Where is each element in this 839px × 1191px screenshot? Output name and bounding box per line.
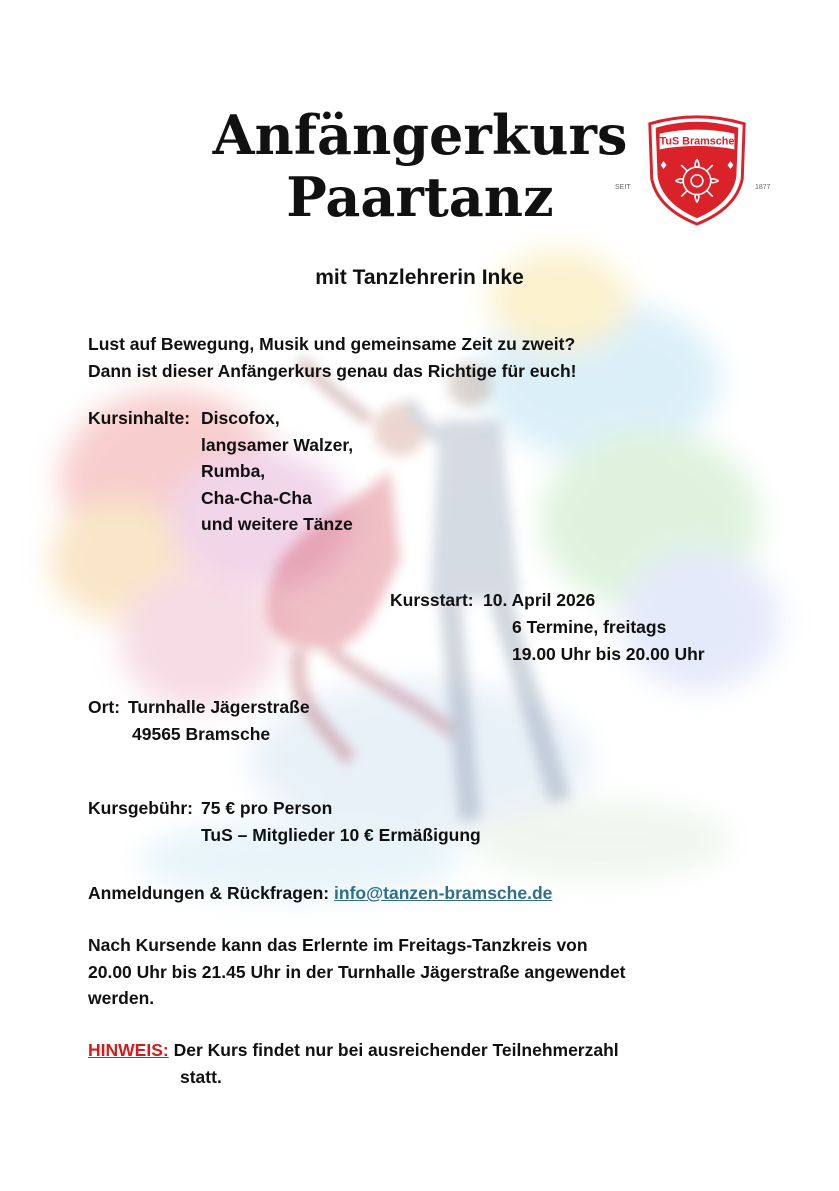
intro-line-2: Dann ist dieser Anfängerkurs genau das Richtige für euch!	[88, 360, 577, 381]
logo-text: TuS Bramsche	[659, 135, 735, 148]
page-title	[190, 104, 650, 228]
title-line-2: Paartanz	[286, 165, 554, 229]
contents-label: Kursinhalte:	[88, 408, 191, 428]
fee-discount: TuS – Mitglieder 10 € Ermäßigung	[201, 825, 481, 845]
after-course-text	[88, 932, 626, 1012]
subtitle: mit Tanzlehrerin Inke	[315, 266, 524, 289]
club-logo	[638, 110, 756, 228]
intro-text	[88, 331, 576, 384]
contents-item: und weitere Tänze	[201, 514, 353, 534]
note-line-1	[88, 1037, 619, 1064]
fee-label: Kursgebühr:	[88, 798, 193, 818]
after-line-1: Nach Kursende kann das Erlernte im Freitags-Tanzkreis von	[88, 935, 588, 955]
contents-item: langsamer Walzer,	[201, 434, 354, 455]
note-label: HINWEIS:	[88, 1040, 169, 1060]
start-sessions: 6 Termine, freitags	[512, 617, 667, 637]
email-link[interactable]: info@tanzen-bramsche.de	[334, 883, 553, 903]
after-line-2: 20.00 Uhr bis 21.45 Uhr in der Turnhalle Jägerstraße angewendet	[88, 961, 626, 982]
logo-seit-label: SEIT	[615, 184, 631, 191]
start-time: 19.00 Uhr bis 20.00 Uhr	[512, 644, 705, 664]
logo-year-label: 1877	[755, 184, 771, 191]
start-date: 10. April 2026	[483, 590, 596, 610]
registration-label: Anmeldungen & Rückfragen:	[88, 883, 330, 903]
after-line-3: werden.	[88, 988, 155, 1008]
contents-item: Rumba,	[201, 461, 266, 481]
location-venue: Turnhalle Jägerstraße	[128, 697, 310, 717]
intro-line-1: Lust auf Bewegung, Musik und gemeinsame Zeit zu zweit?	[88, 334, 576, 354]
registration-line	[88, 880, 552, 907]
contents-list	[201, 405, 353, 538]
note-text: Der Kurs findet nur bei ausreichender Teilnehmerzahl	[173, 1040, 619, 1060]
fee-price: 75 € pro Person	[201, 798, 333, 818]
contents-item: Cha-Cha-Cha	[201, 487, 312, 508]
location-label: Ort:	[88, 697, 121, 717]
contents-item: Discofox,	[201, 408, 280, 428]
title-line-1: Anfängerkurs	[212, 103, 628, 167]
note-line-2: statt.	[180, 1067, 222, 1087]
start-label: Kursstart:	[390, 590, 474, 610]
location-city: 49565 Bramsche	[132, 724, 271, 744]
